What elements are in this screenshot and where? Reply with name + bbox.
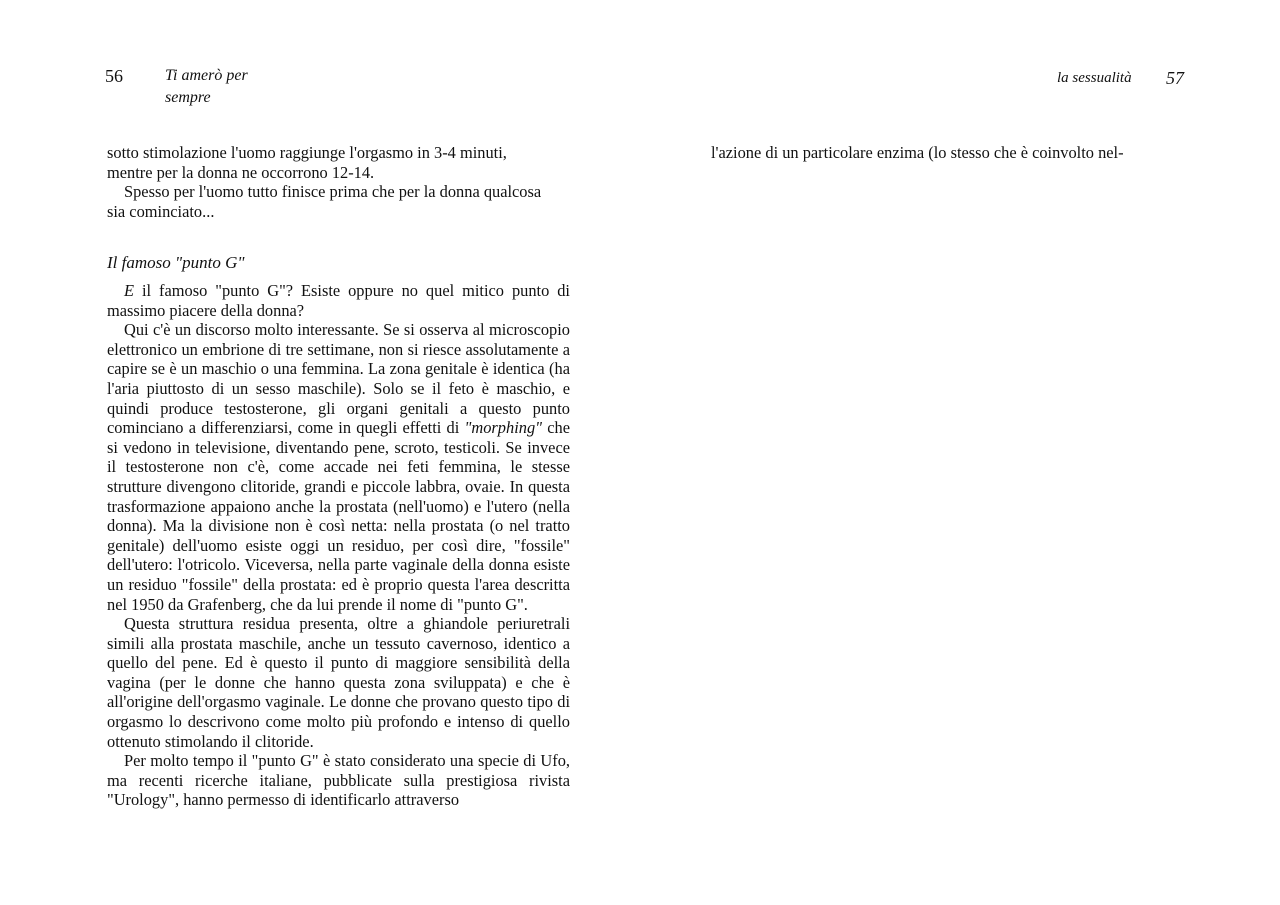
paragraph-text: il famoso "punto G"? Esiste oppure no quel mitico punto di massimo piacere della donna?: [107, 281, 570, 320]
paragraph: Questa struttura residua presenta, oltre a ghiandole periuretrali simili alla prostata maschile, anche un tessuto cavernoso, identico a quello del pene. Ed è questo il punto di maggiore sensibilità della vagina (per le donne che hanno questa zona sviluppata) e che è all'origine dell'orgasmo vaginale. Le donne che provano questo tipo di orgasmo lo descrivono come molto più profondo e intenso di quello ottenuto stimolando il clitoride.: [107, 614, 570, 751]
initial-letter: E: [124, 281, 135, 300]
paragraph: Spesso per l'uomo tutto finisce prima che per la donna qualcosa sia cominciato...: [107, 182, 542, 221]
emphasis-term: "morphing": [464, 418, 543, 438]
page-number: 57: [1166, 68, 1184, 88]
running-head: Ti amerò per sempre: [165, 67, 248, 106]
paragraph: [107, 281, 570, 320]
paragraph-text: Qui c'è un discorso molto interessante. Se si osserva al microscopio elettronico un embrione di tre settimane, non si riesce assolutamente a capire se è un maschio o una femmina. La zona genitale è identica (ha l'aria piuttosto di un sesso maschile). Solo se il feto è maschio, e quindi produce testosterone, gli organi genitali a questo punto cominciano a differenziarsi, come in quegli effetti di: [107, 320, 570, 438]
paragraph: l'azione di un particolare enzima (lo stesso che è coinvolto nel-: [711, 143, 1124, 162]
opening-text: [107, 143, 543, 221]
section-title: Il famoso "punto G": [107, 253, 245, 272]
right-page: [640, 0, 1280, 905]
paragraph: sotto stimolazione l'uomo raggiunge l'orgasmo in 3-4 minuti, mentre per la donna ne occorrono 12-14.: [107, 143, 507, 182]
running-head: la sessualità: [1057, 70, 1132, 86]
paragraph-text: che si vedono in televisione, diventando pene, scroto, testicoli. Se invece il testosterone non c'è, come accade nei feti femmina, le stesse strutture divengono clitoride, grandi e piccole labbra, ovaie. In questa trasformazione appaiono anche la prostata (nell'uomo) e l'utero (nella donna). Ma la divisione non è così netta: nella prostata (o nel tratto genitale) dell'uomo esiste oggi un residuo, per così dire, "fossile" dell'utero: l'otricolo. Viceversa, nella parte vaginale della donna esiste un residuo "fossile" della prostata: ed è proprio questa l'area descritta nel 1950 da Grafenberg, che da lui prende il nome di "punto G".: [107, 418, 571, 614]
paragraph: [107, 320, 570, 614]
paragraph: Per molto tempo il "punto G" è stato considerato una specie di Ufo, ma recenti ricerche italiane, pubblicate sulla prestigiosa rivista "Urology", hanno permesso di identificarlo attraverso: [107, 751, 570, 810]
section-body: [107, 281, 570, 810]
page-body: [711, 143, 1171, 163]
page-number: 56: [105, 66, 123, 86]
